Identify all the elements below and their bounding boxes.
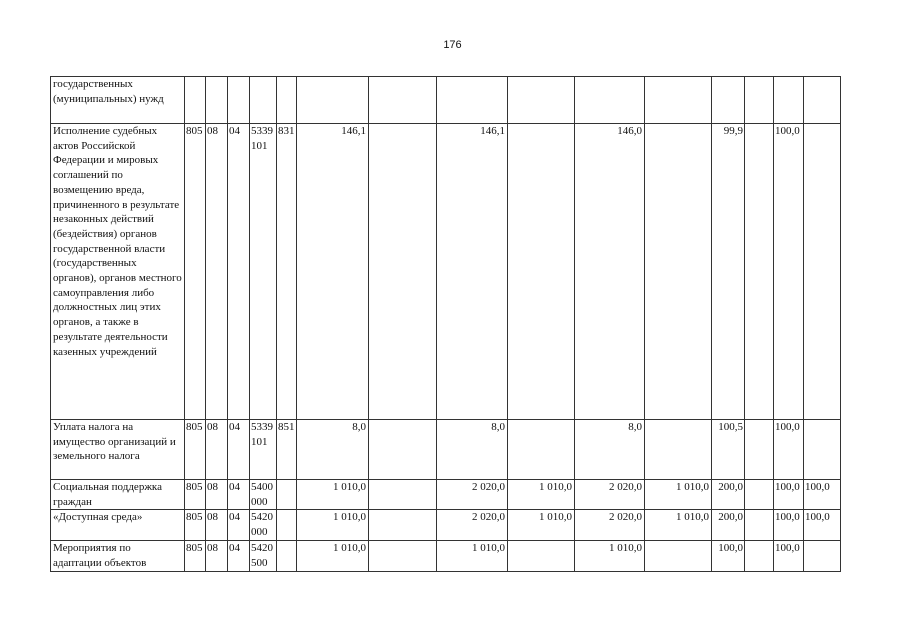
target-code-cell: 5420 000 <box>250 510 277 540</box>
table-row <box>51 77 841 124</box>
percent-plan-cell: 200,0 <box>712 510 745 540</box>
subsection-code-cell: 04 <box>228 420 250 480</box>
plan-subvention-cell <box>369 540 437 571</box>
budget-table <box>50 76 841 572</box>
section-code-cell: 08 <box>206 510 228 540</box>
refined-value-cell: 8,0 <box>437 420 508 480</box>
target-code-cell: 5420 500 <box>250 540 277 571</box>
percent-refined-sub-cell <box>804 77 841 124</box>
refined-subvention-cell <box>508 540 575 571</box>
plan-value-cell: 1 010,0 <box>297 480 369 510</box>
section-code-cell: 08 <box>206 480 228 510</box>
row-name-cell: Исполнение судебных актов Российской Федерации и мировых соглашений по возмещению вреда, причиненного в результате незаконных действий (бездействия) органов государственной власти (государственных органов), органов местного самоуправления либо должностных лиц этих органов, а также в результате деятельности казенных учреждений <box>51 124 185 420</box>
refined-value-cell: 146,1 <box>437 124 508 420</box>
refined-value-cell <box>437 77 508 124</box>
refined-value-cell: 2 020,0 <box>437 510 508 540</box>
percent-plan-sub-cell <box>745 540 774 571</box>
section-code-cell: 08 <box>206 420 228 480</box>
subsection-code-cell <box>228 77 250 124</box>
percent-refined-sub-cell <box>804 420 841 480</box>
percent-refined-sub-cell: 100,0 <box>804 510 841 540</box>
percent-plan-sub-cell <box>745 510 774 540</box>
percent-refined-cell: 100,0 <box>774 510 804 540</box>
admin-code-cell: 805 <box>185 510 206 540</box>
percent-refined-sub-cell <box>804 540 841 571</box>
expense-type-cell: 851 <box>277 420 297 480</box>
actual-value-cell: 8,0 <box>575 420 645 480</box>
subsection-code-cell: 04 <box>228 510 250 540</box>
refined-value-cell: 2 020,0 <box>437 480 508 510</box>
plan-value-cell: 1 010,0 <box>297 540 369 571</box>
plan-subvention-cell <box>369 480 437 510</box>
actual-subvention-cell: 1 010,0 <box>645 480 712 510</box>
row-name-cell: государственных (муниципальных) нужд <box>51 77 185 124</box>
plan-value-cell: 146,1 <box>297 124 369 420</box>
row-name-cell: Мероприятия по адаптации объектов <box>51 540 185 571</box>
expense-type-cell <box>277 510 297 540</box>
percent-refined-cell: 100,0 <box>774 124 804 420</box>
target-code-cell <box>250 77 277 124</box>
page-number: 176 <box>443 39 462 51</box>
subsection-code-cell: 04 <box>228 480 250 510</box>
percent-plan-cell: 99,9 <box>712 124 745 420</box>
percent-refined-cell: 100,0 <box>774 540 804 571</box>
percent-refined-cell <box>774 77 804 124</box>
percent-plan-sub-cell <box>745 480 774 510</box>
table-row <box>51 510 841 540</box>
admin-code-cell: 805 <box>185 480 206 510</box>
plan-value-cell <box>297 77 369 124</box>
percent-plan-sub-cell <box>745 124 774 420</box>
actual-value-cell: 2 020,0 <box>575 510 645 540</box>
refined-subvention-cell <box>508 77 575 124</box>
table-row <box>51 480 841 510</box>
section-code-cell: 08 <box>206 124 228 420</box>
percent-refined-cell: 100,0 <box>774 480 804 510</box>
percent-plan-sub-cell <box>745 420 774 480</box>
refined-subvention-cell: 1 010,0 <box>508 480 575 510</box>
plan-subvention-cell <box>369 510 437 540</box>
percent-refined-sub-cell <box>804 124 841 420</box>
refined-subvention-cell: 1 010,0 <box>508 510 575 540</box>
section-code-cell <box>206 77 228 124</box>
row-name-cell: Уплата налога на имущество организаций и земельного налога <box>51 420 185 480</box>
target-code-cell: 5400 000 <box>250 480 277 510</box>
plan-subvention-cell <box>369 77 437 124</box>
expense-type-cell <box>277 480 297 510</box>
actual-value-cell: 1 010,0 <box>575 540 645 571</box>
target-code-cell: 5339 101 <box>250 124 277 420</box>
percent-refined-cell: 100,0 <box>774 420 804 480</box>
table-row <box>51 540 841 571</box>
percent-plan-cell: 100,0 <box>712 540 745 571</box>
plan-subvention-cell <box>369 124 437 420</box>
actual-subvention-cell: 1 010,0 <box>645 510 712 540</box>
percent-plan-cell: 200,0 <box>712 480 745 510</box>
row-name-cell: Социальная поддержка граждан <box>51 480 185 510</box>
admin-code-cell: 805 <box>185 540 206 571</box>
expense-type-cell: 831 <box>277 124 297 420</box>
actual-subvention-cell <box>645 77 712 124</box>
refined-subvention-cell <box>508 124 575 420</box>
admin-code-cell: 805 <box>185 420 206 480</box>
refined-subvention-cell <box>508 420 575 480</box>
admin-code-cell <box>185 77 206 124</box>
percent-plan-sub-cell <box>745 77 774 124</box>
admin-code-cell: 805 <box>185 124 206 420</box>
subsection-code-cell: 04 <box>228 124 250 420</box>
plan-value-cell: 8,0 <box>297 420 369 480</box>
target-code-cell: 5339 101 <box>250 420 277 480</box>
percent-plan-cell <box>712 77 745 124</box>
percent-plan-cell: 100,5 <box>712 420 745 480</box>
section-code-cell: 08 <box>206 540 228 571</box>
actual-subvention-cell <box>645 420 712 480</box>
plan-subvention-cell <box>369 420 437 480</box>
table-body <box>51 77 841 572</box>
refined-value-cell: 1 010,0 <box>437 540 508 571</box>
expense-type-cell <box>277 77 297 124</box>
actual-subvention-cell <box>645 540 712 571</box>
row-name-cell: «Доступная среда» <box>51 510 185 540</box>
actual-value-cell: 2 020,0 <box>575 480 645 510</box>
actual-value-cell: 146,0 <box>575 124 645 420</box>
expense-type-cell <box>277 540 297 571</box>
table-row <box>51 420 841 480</box>
actual-value-cell <box>575 77 645 124</box>
percent-refined-sub-cell: 100,0 <box>804 480 841 510</box>
subsection-code-cell: 04 <box>228 540 250 571</box>
plan-value-cell: 1 010,0 <box>297 510 369 540</box>
actual-subvention-cell <box>645 124 712 420</box>
table-row <box>51 124 841 420</box>
